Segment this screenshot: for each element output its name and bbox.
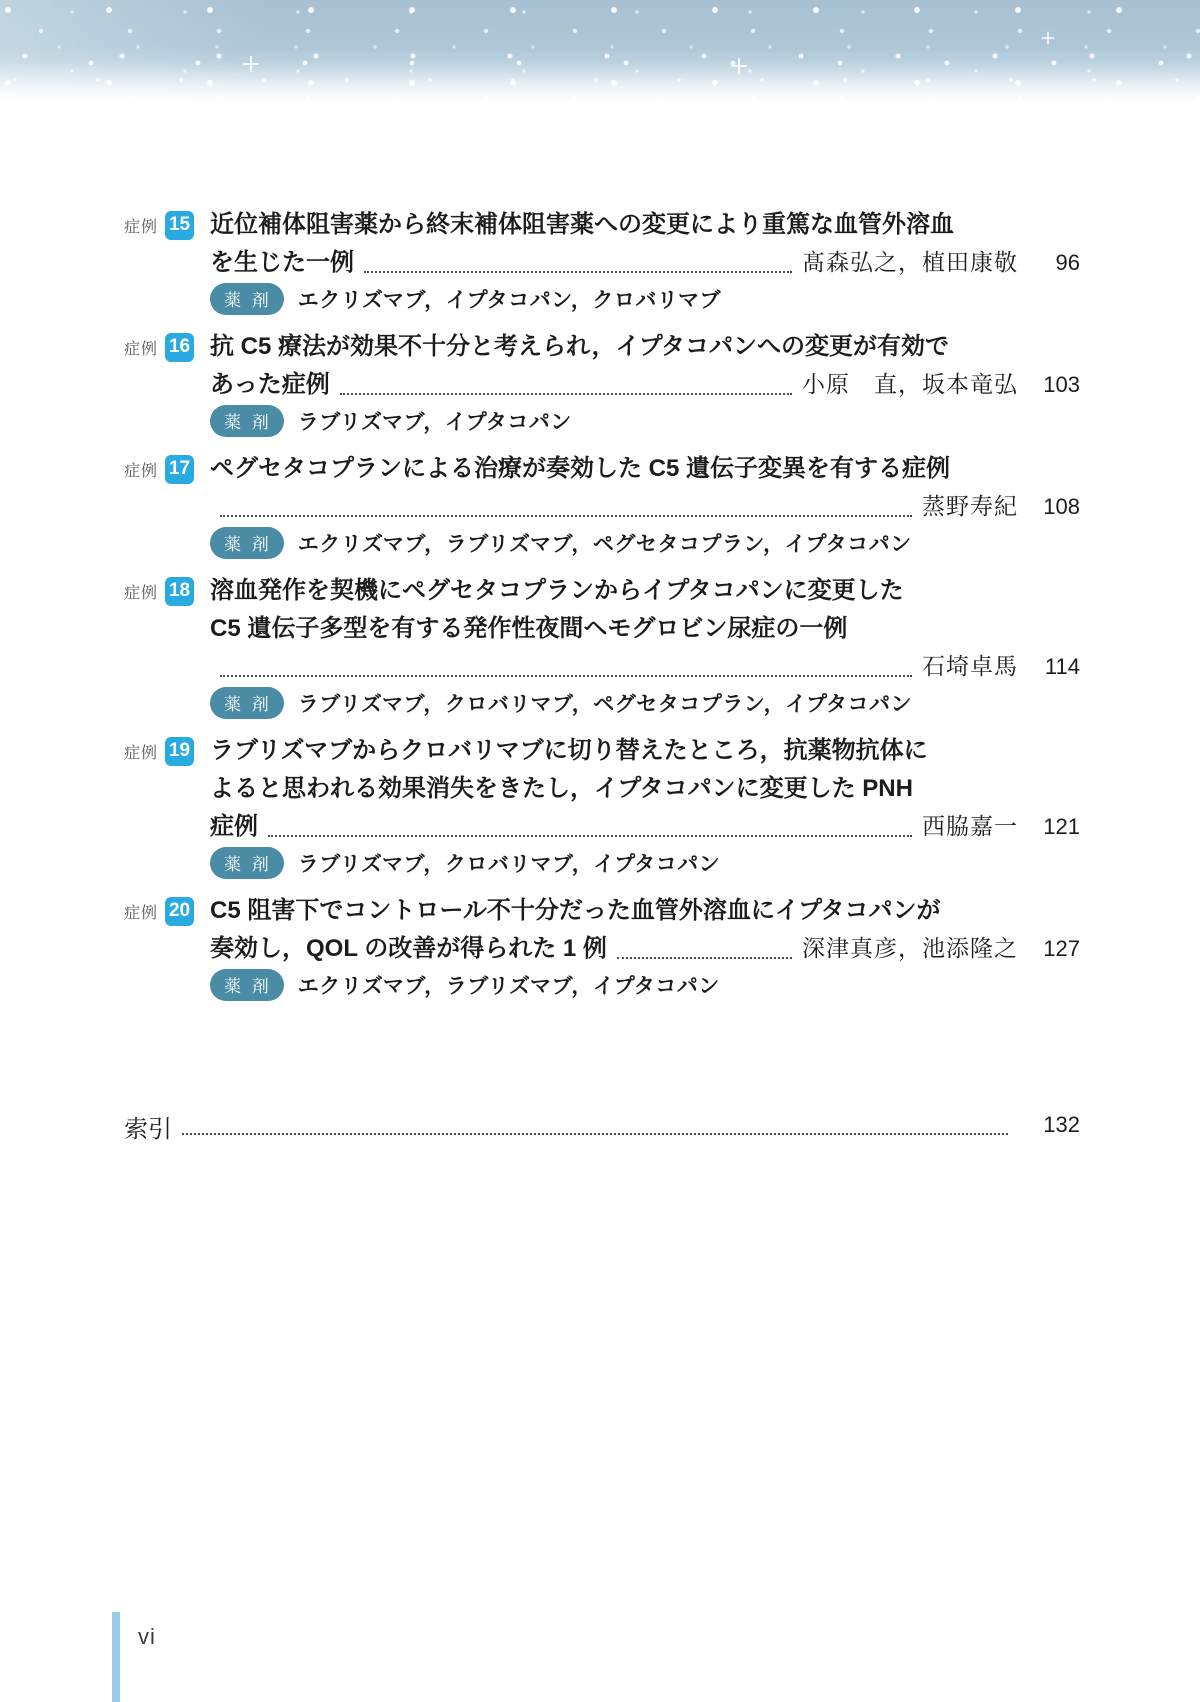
entry-title-line: C5 阻害下でコントロール不十分だった血管外溶血にイプタコパンが xyxy=(210,897,941,924)
entry-page-number: 103 xyxy=(1043,372,1080,397)
dotted-leader xyxy=(220,675,912,677)
case-number-badge: 17 xyxy=(165,455,194,484)
entry-title-line: ペグセタコプランによる治療が奏効した C5 遺伝子変異を有する症例 xyxy=(210,455,951,482)
case-label: 症例 xyxy=(124,584,159,602)
entry-page-number: 108 xyxy=(1043,494,1080,519)
entry-drugs: ラブリズマブ，イプタコパン xyxy=(297,411,572,434)
footer-accent-bar xyxy=(112,1612,120,1702)
case-label: 症例 xyxy=(124,218,159,236)
case-label: 症例 xyxy=(124,744,159,762)
case-number-badge: 19 xyxy=(165,737,194,766)
entry-page-number: 114 xyxy=(1044,654,1080,679)
entry-authors: 深津真彦，池添隆之 xyxy=(802,936,1018,961)
entry-page-number: 127 xyxy=(1043,936,1080,961)
case-label-group xyxy=(124,892,210,930)
entry-authors: 石埼卓馬 xyxy=(922,654,1018,679)
drug-label-pill: 薬 剤 xyxy=(210,527,284,559)
entry-title-line: よると思われる効果消失をきたし，イプタコパンに変更した PNH xyxy=(210,775,913,802)
case-number-badge: 20 xyxy=(165,897,194,926)
index-page-number: 132 xyxy=(1043,1112,1080,1137)
sparkle-icon xyxy=(1042,32,1055,45)
entry-title-line: 近位補体阻害薬から終末補体阻害薬への変更により重篤な血管外溶血 xyxy=(210,211,954,238)
drug-row xyxy=(210,404,1080,438)
entry-body xyxy=(210,892,1080,1002)
case-label: 症例 xyxy=(124,462,159,480)
index-label: 索引 xyxy=(124,1116,172,1143)
entry-title-line: ラブリズマブからクロバリマブに切り替えたところ，抗薬物抗体に xyxy=(210,737,928,764)
decorative-snow-band xyxy=(0,0,1200,112)
entry-authors: 髙森弘之，植田康敬 xyxy=(802,250,1018,275)
entry-title-line: C5 遺伝子多型を有する発作性夜間ヘモグロビン尿症の一例 xyxy=(210,615,848,642)
dotted-leader xyxy=(268,835,912,837)
dotted-leader xyxy=(182,1133,1008,1135)
dotted-leader xyxy=(364,271,792,273)
entry-body xyxy=(210,206,1080,316)
entry-title-line: 症例 xyxy=(210,813,258,840)
index-row xyxy=(124,1106,1080,1144)
entry-body xyxy=(210,450,1080,560)
entry-title-line: を生じた一例 xyxy=(210,249,354,276)
entry-body xyxy=(210,328,1080,438)
drug-row xyxy=(210,282,1080,316)
drug-label-pill: 薬 剤 xyxy=(210,847,284,879)
case-number-badge: 15 xyxy=(165,211,194,240)
sparkle-icon xyxy=(731,58,747,74)
sparkle-icon xyxy=(243,56,259,72)
drug-label-pill: 薬 剤 xyxy=(210,969,284,1001)
entry-page-number: 121 xyxy=(1043,814,1080,839)
case-label-group xyxy=(124,572,210,610)
case-label-group xyxy=(124,450,210,488)
drug-label-pill: 薬 剤 xyxy=(210,405,284,437)
drug-row xyxy=(210,846,1080,880)
entry-body xyxy=(210,732,1080,880)
case-label-group xyxy=(124,206,210,244)
entry-title-line: 抗 C5 療法が効果不十分と考えられ，イプタコパンへの変更が有効で xyxy=(210,333,950,360)
entry-title-line: 溶血発作を契機にペグセタコプランからイプタコパンに変更した xyxy=(210,577,904,604)
drug-row xyxy=(210,686,1080,720)
entry-body xyxy=(210,572,1080,720)
dotted-leader xyxy=(340,393,792,395)
entry-title-line: あった症例 xyxy=(210,371,330,398)
entry-drugs: ラブリズマブ，クロバリマブ，イプタコパン xyxy=(297,853,721,876)
drug-label-pill: 薬 剤 xyxy=(210,283,284,315)
case-label-group xyxy=(124,732,210,770)
dotted-leader xyxy=(617,957,792,959)
drug-row xyxy=(210,968,1080,1002)
case-label: 症例 xyxy=(124,904,159,922)
toc-entry-18 xyxy=(124,572,1080,720)
case-number-badge: 16 xyxy=(165,333,194,362)
case-label-group xyxy=(124,328,210,366)
footer-page-number: vi xyxy=(138,1624,156,1649)
entry-authors: 蒸野寿紀 xyxy=(922,494,1018,519)
toc-entry-17 xyxy=(124,450,1080,560)
drug-label-pill: 薬 剤 xyxy=(210,687,284,719)
toc-entry-20 xyxy=(124,892,1080,1002)
table-of-contents xyxy=(124,206,1080,1144)
toc-entry-19 xyxy=(124,732,1080,880)
snow-dots xyxy=(0,0,1200,104)
entry-authors: 小原 直，坂本竜弘 xyxy=(802,372,1018,397)
entry-drugs: ラブリズマブ，クロバリマブ，ペグセタコプラン，イプタコパン xyxy=(297,693,912,716)
toc-entry-16 xyxy=(124,328,1080,438)
entry-title-line: 奏効し，QOL の改善が得られた 1 例 xyxy=(210,935,607,962)
dotted-leader xyxy=(220,515,912,517)
entry-page-number: 96 xyxy=(1055,250,1080,275)
drug-row xyxy=(210,526,1080,560)
entry-authors: 西脇嘉一 xyxy=(922,814,1018,839)
case-label: 症例 xyxy=(124,340,159,358)
entry-drugs: エクリズマブ，ラブリズマブ，ペグセタコプラン，イプタコパン xyxy=(297,533,912,556)
toc-entry-15 xyxy=(124,206,1080,316)
entry-drugs: エクリズマブ，イプタコパン，クロバリマブ xyxy=(297,289,722,312)
entry-drugs: エクリズマブ，ラブリズマブ，イプタコパン xyxy=(297,975,720,998)
case-number-badge: 18 xyxy=(165,577,194,606)
